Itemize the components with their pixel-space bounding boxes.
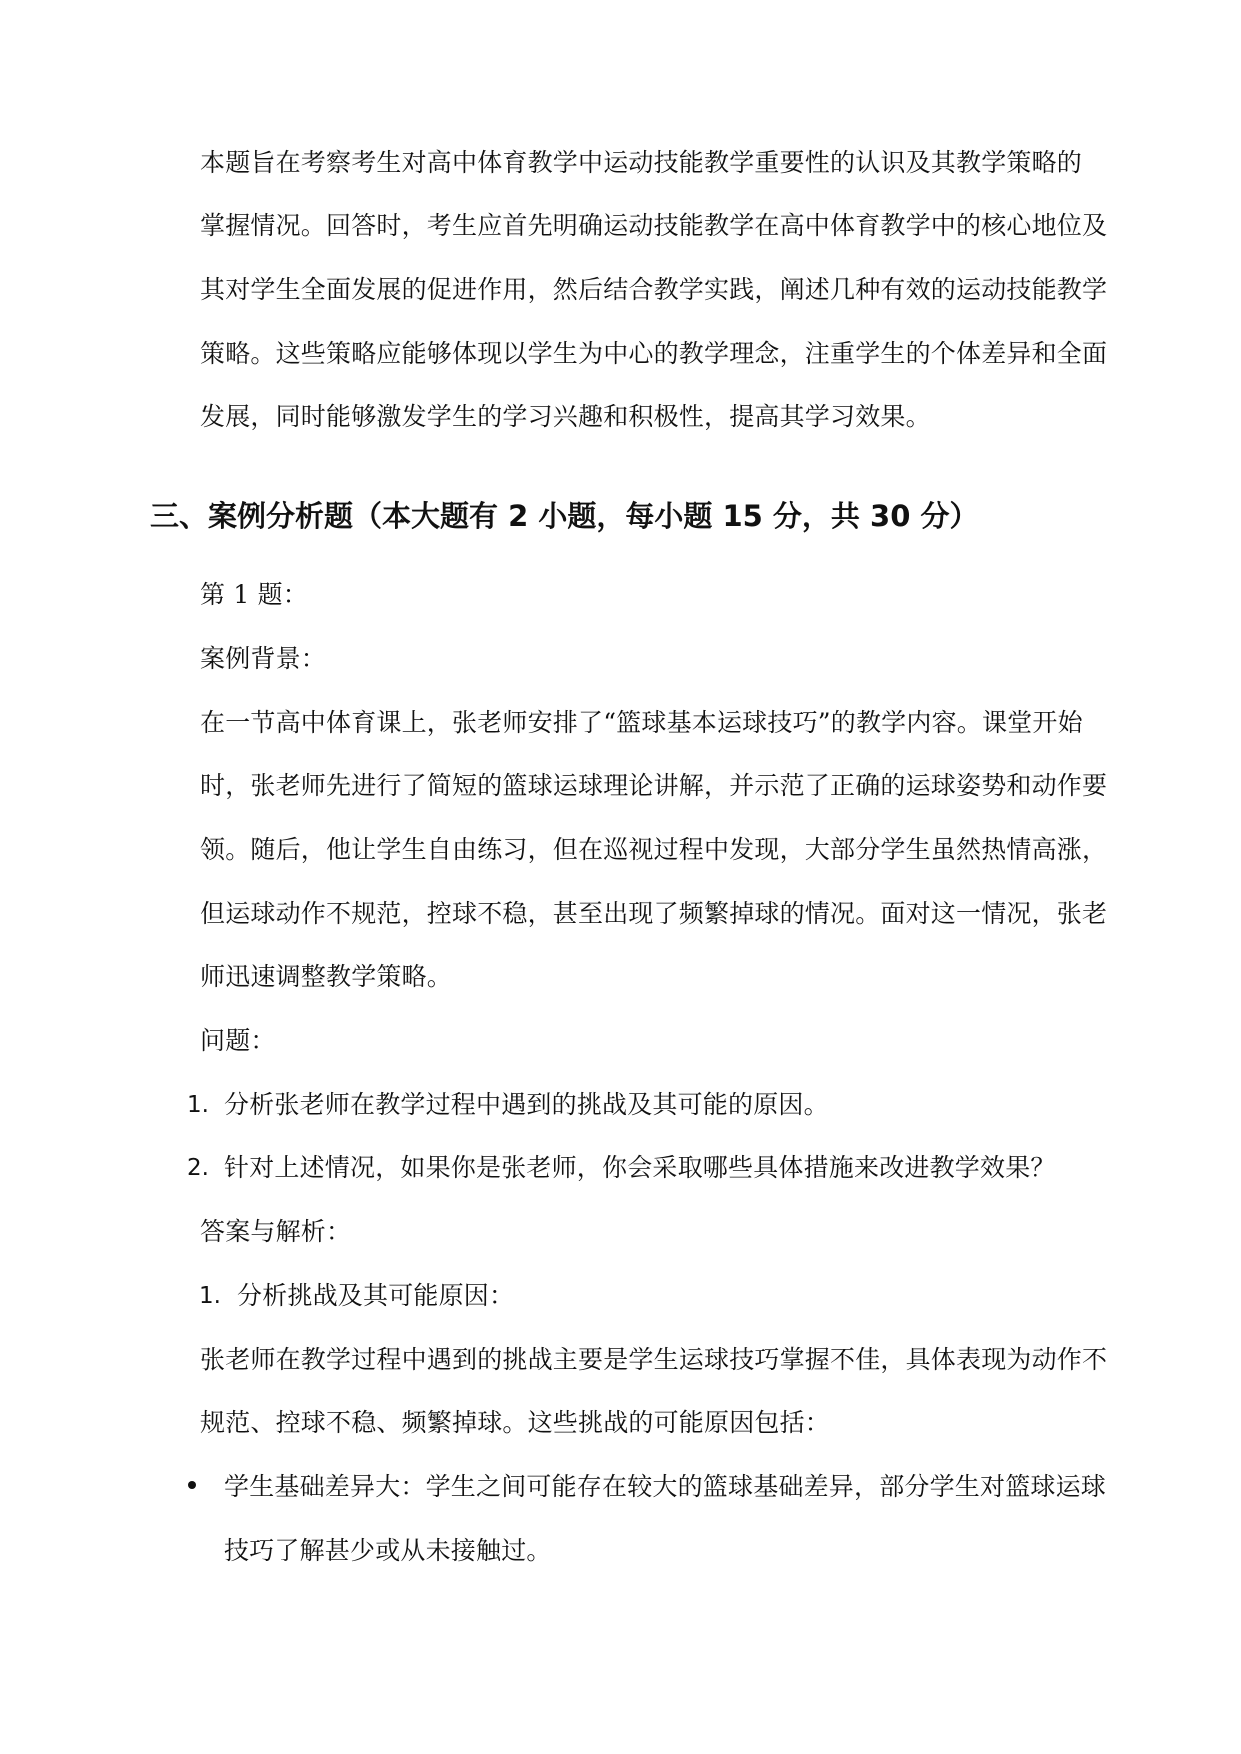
section-heading: 三、案例分析题（本大题有 2 小题，每小题 15 分，共 30 分）: [150, 499, 979, 533]
bullet-line: 技巧了解甚少或从未接触过。: [224, 1536, 552, 1565]
question-text: 针对上述情况，如果你是张老师，你会采取哪些具体措施来改进教学效果？: [224, 1153, 1056, 1182]
background-line: 但运球动作不规范，控球不稳，甚至出现了频繁掉球的情况。面对这一情况，张老: [200, 899, 1108, 928]
background-label: 案例背景：: [200, 644, 327, 673]
answer-item-text: 分析挑战及其可能原因：: [237, 1281, 515, 1310]
intro-line: 发展，同时能够激发学生的学习兴趣和积极性，提高其学习效果。: [200, 402, 931, 431]
question-number: 1.: [187, 1092, 209, 1118]
background-line: 师迅速调整教学策略。: [200, 962, 453, 991]
question-text: 分析张老师在教学过程中遇到的挑战及其可能的原因。: [224, 1090, 829, 1119]
answer-line: 规范、控球不稳、频繁掉球。这些挑战的可能原因包括：: [200, 1408, 831, 1437]
background-line: 领。随后，他让学生自由练习，但在巡视过程中发现，大部分学生虽然热情高涨，: [200, 835, 1108, 864]
intro-line: 策略。这些策略应能够体现以学生为中心的教学理念，注重学生的个体差异和全面: [200, 339, 1108, 368]
intro-line: 掌握情况。回答时，考生应首先明确运动技能教学在高中体育教学中的核心地位及: [200, 211, 1108, 240]
bullet-dot-icon: [188, 1481, 196, 1489]
answer-label: 答案与解析：: [200, 1217, 352, 1246]
question-number: 2.: [187, 1155, 209, 1181]
questions-label: 问题：: [200, 1026, 276, 1055]
answer-line: 张老师在教学过程中遇到的挑战主要是学生运球技巧掌握不佳，具体表现为动作不: [200, 1345, 1108, 1374]
answer-number: 1.: [199, 1283, 221, 1309]
intro-line: 本题旨在考察考生对高中体育教学中运动技能教学重要性的认识及其教学策略的: [200, 148, 1083, 177]
intro-line: 其对学生全面发展的促进作用，然后结合教学实践，阐述几种有效的运动技能教学: [200, 275, 1108, 304]
background-line: 时，张老师先进行了简短的篮球运球理论讲解，并示范了正确的运球姿势和动作要: [200, 771, 1108, 800]
background-line: 在一节高中体育课上，张老师安排了“篮球基本运球技巧”的教学内容。课堂开始: [200, 708, 1083, 737]
bullet-line: 学生基础差异大：学生之间可能存在较大的篮球基础差异，部分学生对篮球运球: [224, 1472, 1107, 1501]
question-label: 第 1 题：: [200, 580, 308, 609]
